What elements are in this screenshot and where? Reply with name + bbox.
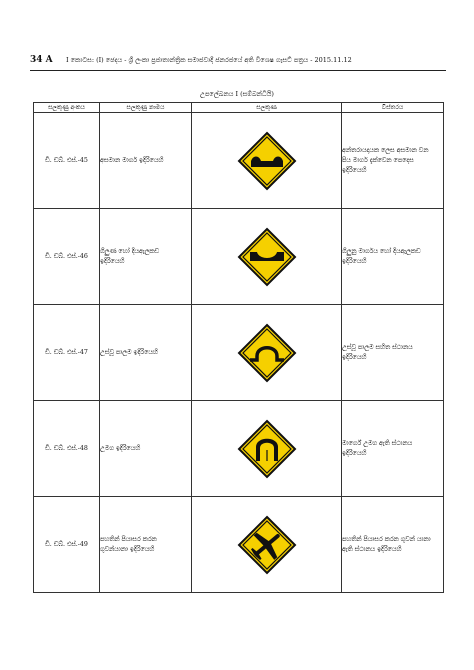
table-row — [34, 401, 444, 497]
table-header-row — [34, 103, 444, 113]
sign-description — [342, 305, 444, 401]
sign-name — [100, 113, 192, 209]
sign-name — [100, 305, 192, 401]
uneven-road-sign-icon — [237, 131, 297, 191]
tunnel-sign-icon — [237, 419, 297, 479]
sign-cell — [192, 113, 342, 209]
header-rule — [30, 70, 446, 71]
sign-cell — [192, 497, 342, 593]
description-line: මාර්ගේ උමග ඇති ස්ථානය — [342, 439, 413, 447]
description-line: පහතින් පියාසර කරන ගුවන් යානා — [342, 535, 431, 543]
sign-cell — [192, 305, 342, 401]
sign-code: ඩී. ඩබ්. එස්.-45 — [34, 113, 100, 209]
sign-name-line: උමග ඉදිරියෙහි — [100, 444, 141, 452]
sign-name-line: ගිලුණ හෝ දියඇලකඩ — [100, 247, 160, 255]
sign-code: ඩී. ඩබ්. එස්.-49 — [34, 497, 100, 593]
page-number: 34 A — [30, 55, 53, 65]
low-flying-aircraft-sign-icon — [237, 515, 297, 575]
sign-name — [100, 209, 192, 305]
sign-name-line: පහතින් පියාසර කරන — [100, 535, 157, 543]
page-header — [30, 55, 450, 69]
sign-name-line: ගුවන්යානා ඉදිරියෙහි — [100, 545, 155, 553]
description-line: ගිලුනු මාර්ගය හෝ දියඇලකඩ — [342, 247, 421, 255]
sign-name-line: අසමාන මාර්ග ඉදිරියෙහි — [100, 156, 164, 164]
column-header: සලකුණු නාමය — [100, 103, 192, 113]
sign-code: ඩී. ඩබ්. එස්.-48 — [34, 401, 100, 497]
sign-name — [100, 401, 192, 497]
column-header: සලකුණු අංකය — [34, 103, 100, 113]
sign-description — [342, 497, 444, 593]
sign-description — [342, 209, 444, 305]
sign-name-line: ඉදිරියෙහි — [100, 257, 125, 265]
sign-description — [342, 113, 444, 209]
sign-name-line: උස්වූ පාලම ඉදිරියෙහි — [100, 348, 158, 356]
road-signs-table — [33, 102, 444, 593]
gazette-header-text: I කොටස: (I) ඡෙදය - ශ්‍රී ලංකා ප්‍රජාතාන්ත්‍රික සමාජවාදී ජනරජයේ අති විශෙෂ ගැසට් පත්‍රය - 2015.11.12 — [66, 56, 352, 64]
dip-sign-icon — [237, 227, 297, 287]
description-line: අන්තරායදායක ලෙස අසමාන වන — [342, 146, 429, 154]
table-row — [34, 497, 444, 593]
description-line: ඉදිරියෙහි — [342, 449, 367, 457]
sign-cell — [192, 401, 342, 497]
table-row — [34, 113, 444, 209]
column-header: විස්තරය — [342, 103, 444, 113]
table-row — [34, 305, 444, 401]
description-line: ඉදිරියෙහි — [342, 257, 367, 265]
description-line: පිය මාර්ග දැක්වෙන පෙදෙස — [342, 156, 414, 164]
sign-description — [342, 401, 444, 497]
description-line: ඉදිරියෙහි — [342, 353, 367, 361]
schedule-caption: උපලේඛනය I (සම්බන්ධියි) — [200, 90, 274, 98]
sign-code: ඩී. ඩබ්. එස්.-47 — [34, 305, 100, 401]
hump-bridge-sign-icon — [237, 323, 297, 383]
description-line: ඇති ස්ථානය ඉදිරියෙහි — [342, 545, 402, 553]
sign-code: ඩී. ඩබ්. එස්.-46 — [34, 209, 100, 305]
table-row — [34, 209, 444, 305]
description-line: ඉදිරියෙහි — [342, 166, 367, 174]
sign-name — [100, 497, 192, 593]
sign-cell — [192, 209, 342, 305]
column-header: සලකුණ — [192, 103, 342, 113]
description-line: උස්වූ පාලම සහිත ස්ථානය — [342, 343, 413, 351]
